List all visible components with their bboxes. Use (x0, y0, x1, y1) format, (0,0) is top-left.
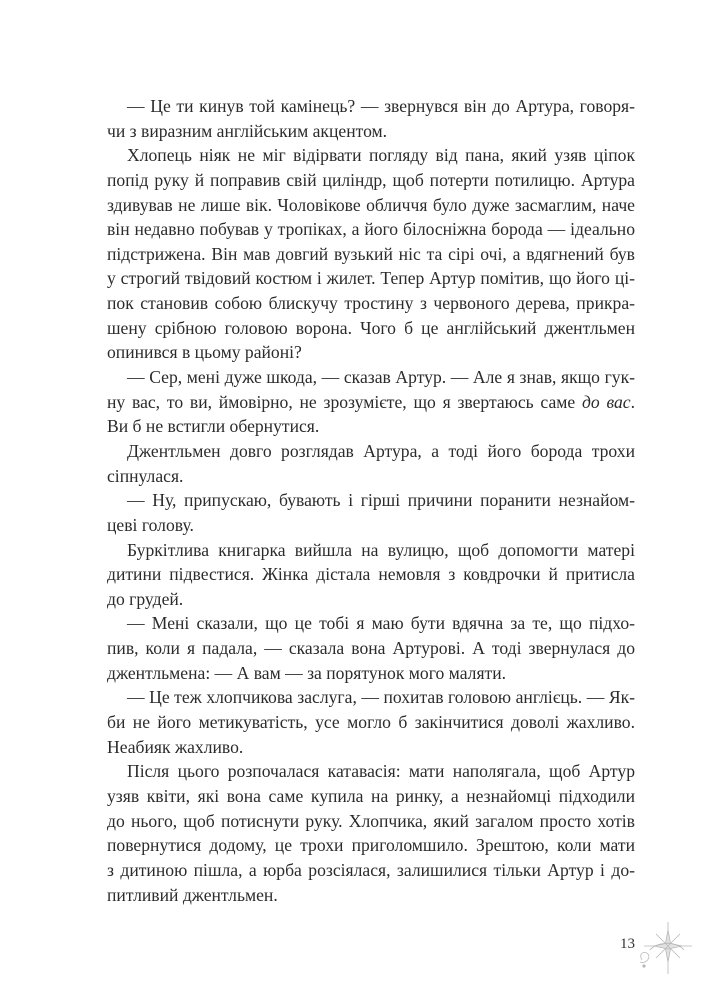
text-span: Ви б не встигли обернутися. (107, 416, 320, 437)
text-line (107, 538, 635, 563)
text-line (107, 685, 635, 710)
text-span: до грудей. (107, 588, 184, 609)
text-span: з дитиною пішла, а юрба розсіялася, залишилися тільки Артур і до- (107, 859, 635, 880)
text-span: Хлопець ніяк не міг відірвати погляду від пана, який узяв ціпок (127, 145, 635, 166)
text-span: Буркітлива книгарка вийшла на вулицю, щоб допомогти матері (127, 539, 635, 560)
text-line (107, 883, 635, 908)
text-span: чи з виразним англійським акцентом. (107, 120, 388, 141)
text-span: ну вас, то ви, ймовірно, не зрозумієте, що я звертаюсь саме (107, 391, 582, 412)
compass-ornament-icon (636, 920, 696, 976)
text-span: повернутися додому, це трохи приголомшило. Зрештою, коли мати (107, 835, 635, 856)
text-line (107, 488, 635, 513)
text-span: він недавно побував у тропіках, а його білосніжна борода — ідеально (107, 219, 635, 240)
text-line (107, 143, 635, 168)
text-line (107, 193, 635, 218)
page-number: 13 (620, 936, 635, 952)
body-text (107, 94, 635, 907)
text-span: у строгий твідовий костюм і жилет. Тепер Артур помітив, що його ці- (107, 268, 635, 289)
text-span: пив, коли я падала, — сказала вона Артурові. А тоді звернулася до (107, 638, 635, 659)
text-span: попід руку й поправив свій циліндр, щоб потерти потилицю. Артура (107, 169, 635, 190)
text-line (107, 784, 635, 809)
text-line (107, 291, 635, 316)
text-line (107, 414, 635, 439)
text-span: . (630, 391, 636, 412)
text-span: підстрижена. Він мав довгий вузький ніс та сірі очі, а вдягнений був (107, 243, 635, 264)
text-span: сіпнулася. (107, 465, 184, 486)
text-span: шену срібною головою ворона. Чого б це англійський джентльмен (107, 317, 635, 338)
text-line (107, 242, 635, 267)
text-line (107, 710, 635, 735)
text-line (107, 759, 635, 784)
text-line (107, 661, 635, 686)
text-span: — Це теж хлопчикова заслуга, — похитав головою англієць. — Як- (127, 687, 635, 708)
text-span: — Ну, припускаю, бувають і гірші причини поранити незнайом- (127, 490, 635, 511)
text-line (107, 217, 635, 242)
text-line (107, 513, 635, 538)
text-line (107, 833, 635, 858)
text-span: здивував не лише вік. Чоловікове обличчя було дуже засмаглим, наче (107, 194, 635, 215)
text-span: опинився в цьому районі? (107, 342, 302, 363)
text-span: дитини підвестися. Жінка дістала немовля з ковдрочки й притисла (107, 564, 635, 585)
text-line (107, 390, 635, 415)
text-span: пок становив собою блискучу тростину з червоного дерева, прикра- (107, 293, 635, 314)
text-line (107, 636, 635, 661)
text-span: — Це ти кинув той камінець? — звернувся він до Артура, говоря- (127, 96, 635, 116)
text-span: — Сер, мені дуже шкода, — сказав Артур. — Але я знав, якщо гук- (127, 367, 635, 388)
text-line (107, 94, 635, 119)
text-line (107, 611, 635, 636)
text-span: би не його метикуватість, усе могло б закінчитися доволі жахливо. (107, 712, 635, 733)
italic-text: до вас (582, 391, 631, 412)
text-span: питливий джентльмен. (107, 884, 278, 905)
text-span: до нього, щоб потиснути руку. Хлопчика, який загалом просто хотів (107, 810, 635, 831)
text-line (107, 168, 635, 193)
text-line (107, 340, 635, 365)
text-line (107, 119, 635, 144)
text-line (107, 809, 635, 834)
text-span: Після цього розпочалася катавасія: мати наполягала, щоб Артур (127, 761, 635, 782)
text-line (107, 858, 635, 883)
text-span: Джентльмен довго розглядав Артура, а тоді його борода трохи (127, 440, 635, 461)
text-span: Неабияк жахливо. (107, 736, 244, 757)
text-line (107, 266, 635, 291)
text-span: цеві голову. (107, 514, 194, 535)
text-line (107, 439, 635, 464)
text-line (107, 735, 635, 760)
text-line (107, 587, 635, 612)
text-span: джентльмена: — А вам — за порятунок мого маляти. (107, 662, 507, 683)
text-span: — Мені сказали, що це тобі я маю бути вдячна за те, що підхо- (127, 613, 635, 634)
text-line (107, 365, 635, 390)
text-line (107, 562, 635, 587)
text-line (107, 464, 635, 489)
text-span: узяв квіти, які вона саме купила на ринку, а незнайомці підходили (107, 785, 635, 806)
text-line (107, 316, 635, 341)
